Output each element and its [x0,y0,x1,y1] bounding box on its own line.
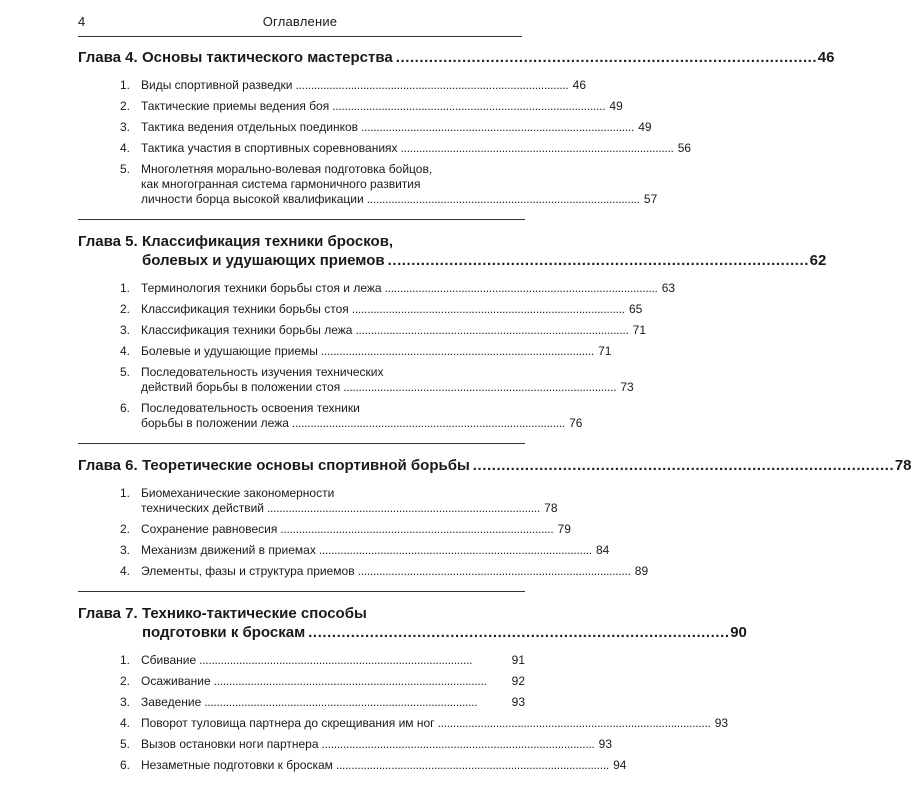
section-number: 4. [120,564,131,578]
section-number: 2. [120,99,131,113]
dot-leader [321,344,593,359]
section-title-lastline [141,674,525,689]
section-title-line: Тактика участия в спортивных соревнованиях [141,141,398,155]
section-title [141,653,525,668]
section-title [141,522,571,537]
section-page-number: 71 [598,344,612,358]
section-title-line: Классификация техники борьбы стоя [141,302,349,316]
section-entry[interactable] [120,674,525,689]
section-page-number: 46 [572,78,587,92]
section-title-line: Последовательность освоения техники [141,401,360,415]
section-title-line: Болевые и удушающие приемы [141,344,318,358]
dot-leader [388,251,807,270]
section-entry[interactable] [120,564,649,579]
chapter-title [142,604,747,642]
section-title-line: Элементы, фазы и структура приемов [141,564,355,578]
chapter-title [142,456,912,475]
section-title [141,737,612,752]
page-number: 4 [78,14,86,29]
dot-leader [319,543,591,558]
section-entry[interactable] [120,344,612,359]
section-title-lastline [141,192,657,207]
chapter-heading[interactable] [78,232,827,270]
section-title-lastline [141,716,728,731]
section-number: 1. [120,653,131,667]
section-list [78,281,676,431]
section-entry[interactable] [120,486,558,516]
dot-leader [385,281,657,296]
section-title-lastline [141,501,558,516]
section-title-line: Незаметные подготовки к броскам [141,758,333,772]
section-entry[interactable] [120,401,583,431]
dot-leader [199,653,506,668]
dot-leader [332,99,604,114]
section-title [141,401,582,431]
chapter-title-line: Технико-тактические способы [142,605,367,622]
section-number: 3. [120,695,131,709]
section-entry[interactable] [120,78,587,93]
chapter-label: Глава 6. [78,457,138,474]
section-title-line: Осаживание [141,674,211,688]
section-title-lastline [141,380,634,395]
section-title [141,674,525,689]
section-title-line: Заведение [141,695,202,709]
chapter-title-lastline [142,251,826,270]
section-title-lastline [141,543,609,558]
chapter-entry [78,456,912,579]
section-title-line: Биомеханические закономерности [141,486,335,500]
section-entry[interactable] [120,365,634,395]
section-title-line: борьбы в положении лежа [141,416,289,430]
section-list [78,486,649,579]
section-number: 3. [120,543,131,557]
section-entry[interactable] [120,716,729,731]
section-title [141,564,648,579]
section-page-number: 92 [511,674,525,688]
dot-leader [355,323,627,338]
dot-leader [295,78,567,93]
section-list [78,78,692,207]
dot-leader [214,674,506,689]
section-page-number: 93 [511,695,525,709]
section-title-line: Терминология техники борьбы стоя и лежа [141,281,382,295]
dot-leader [343,380,615,395]
chapter-divider [78,443,525,444]
section-number: 5. [120,737,131,751]
section-number: 1. [120,281,131,295]
section-title-line: Вызов остановки ноги партнера [141,737,319,751]
section-title [141,302,642,317]
section-entry[interactable] [120,323,647,338]
section-title-lastline [141,653,525,668]
dot-leader [358,564,630,579]
section-title [141,323,646,338]
chapter-entry [78,604,747,773]
section-title-lastline [141,78,586,93]
chapter-heading[interactable] [78,48,835,67]
section-page-number: 73 [620,380,634,394]
chapter-label: Глава 7. [78,605,138,622]
section-number: 4. [120,141,131,155]
section-page-number: 76 [569,416,583,430]
section-title-line: технических действий [141,501,264,515]
section-title-lastline [141,99,623,114]
chapter-title-line: подготовки к броскам [142,624,306,641]
chapter-heading[interactable] [78,456,912,475]
chapter-title-line: Классификация техники бросков, [142,233,394,250]
section-number: 3. [120,323,131,337]
section-title-lastline [141,120,652,135]
dot-leader [204,695,506,710]
section-title-lastline [141,323,646,338]
section-title-line: Многолетняя морально-волевая подготовка бойцов, [141,162,433,176]
section-entry[interactable] [120,653,525,668]
section-title [141,695,525,710]
chapter-divider [78,591,525,592]
section-entry[interactable] [120,758,627,773]
section-title-line: Сохранение равновесия [141,522,278,536]
section-number: 1. [120,78,131,92]
section-page-number: 93 [714,716,729,730]
section-page-number: 89 [634,564,649,578]
chapter-title-line: болевых и удушающих приемов [142,252,385,269]
section-entry[interactable] [120,120,652,135]
section-title [141,758,626,773]
section-title [141,78,586,93]
section-title-line: Последовательность изучения технических [141,365,384,379]
section-title [141,365,634,395]
section-title [141,486,558,516]
dot-leader [292,416,564,431]
section-number: 3. [120,120,131,134]
section-number: 6. [120,401,131,415]
section-title-line: действий борьбы в положении стоя [141,380,341,394]
section-page-number: 93 [598,737,613,751]
dot-leader [280,522,552,537]
section-title-line: Виды спортивной разведки [141,78,293,92]
running-header [78,14,522,37]
dot-leader [352,302,624,317]
section-number: 5. [120,162,131,176]
section-number: 2. [120,674,131,688]
section-title [141,716,728,731]
section-title-line: Тактика ведения отдельных поединков [141,120,359,134]
chapter-page-number: 46 [817,49,835,66]
section-title [141,120,652,135]
section-number: 4. [120,344,131,358]
section-entry[interactable] [120,522,571,537]
dot-leader [396,48,815,67]
section-title [141,162,657,207]
section-number: 6. [120,758,131,772]
table-of-contents [78,48,912,785]
section-title [141,344,611,359]
section-title-lastline [141,758,626,773]
section-page-number: 65 [628,302,643,316]
dot-leader [336,758,608,773]
section-number: 2. [120,522,131,536]
section-entry[interactable] [120,543,610,558]
chapter-divider [78,219,525,220]
section-page-number: 49 [638,120,652,134]
section-page-number: 91 [511,653,525,667]
section-title-line: Поворот туловища партнера до скрещивания им ног [141,716,435,730]
section-title-lastline [141,344,611,359]
section-entry[interactable] [120,162,658,207]
section-entry[interactable] [120,141,692,156]
chapter-heading[interactable] [78,604,747,642]
chapter-entry [78,232,827,431]
section-page-number: 49 [609,99,623,113]
running-title: Оглавление [262,14,338,29]
section-entry[interactable] [120,281,676,296]
section-page-number: 79 [557,522,571,536]
chapter-title-lastline [142,48,834,67]
section-title-line: Механизм движений в приемах [141,543,316,557]
section-title [141,141,691,156]
chapter-title-lastline [142,456,912,475]
chapter-label: Глава 4. [78,49,138,66]
chapter-page-number: 90 [730,624,747,641]
dot-leader [267,501,539,516]
dot-leader [438,716,710,731]
section-title-line: личности борца высокой квалификации [141,192,364,206]
section-page-number: 78 [544,501,558,515]
section-title [141,281,675,296]
chapter-page-number: 62 [809,252,827,269]
chapter-title [142,232,826,270]
section-title-line: Классификация техники борьбы лежа [141,323,353,337]
section-entry[interactable] [120,737,613,752]
chapter-title-line: Основы тактического мастерства [142,49,393,66]
chapter-label: Глава 5. [78,233,138,250]
section-title-line: Сбивание [141,653,197,667]
section-title-lastline [141,416,582,431]
section-number: 5. [120,365,131,379]
section-number: 1. [120,486,131,500]
section-page-number: 63 [661,281,676,295]
section-title-lastline [141,564,648,579]
section-title [141,99,623,114]
section-entry[interactable] [120,302,643,317]
section-title-lastline [141,737,612,752]
dot-leader [473,456,892,475]
chapter-page-number: 78 [894,457,912,474]
section-number: 4. [120,716,131,730]
chapter-title-line: Теоретические основы спортивной борьбы [142,457,470,474]
chapter-title [142,48,834,67]
section-title-lastline [141,522,571,537]
chapter-entry [78,48,835,207]
section-title-lastline [141,141,691,156]
section-title-lastline [141,302,642,317]
section-number: 2. [120,302,131,316]
chapter-title-lastline [142,623,747,642]
section-entry[interactable] [120,99,623,114]
dot-leader [367,192,639,207]
section-entry[interactable] [120,695,525,710]
section-list [78,653,729,773]
dot-leader [322,737,594,752]
section-page-number: 84 [596,543,610,557]
section-title-lastline [141,281,675,296]
section-title-line: как многогранная система гармоничного развития [141,177,421,191]
section-title [141,543,609,558]
dot-leader [361,120,633,135]
section-page-number: 57 [643,192,658,206]
section-page-number: 56 [677,141,692,155]
section-page-number: 71 [632,323,647,337]
section-page-number: 94 [613,758,627,772]
dot-leader [401,141,673,156]
dot-leader [308,623,727,642]
section-title-line: Тактические приемы ведения боя [141,99,330,113]
section-title-lastline [141,695,525,710]
